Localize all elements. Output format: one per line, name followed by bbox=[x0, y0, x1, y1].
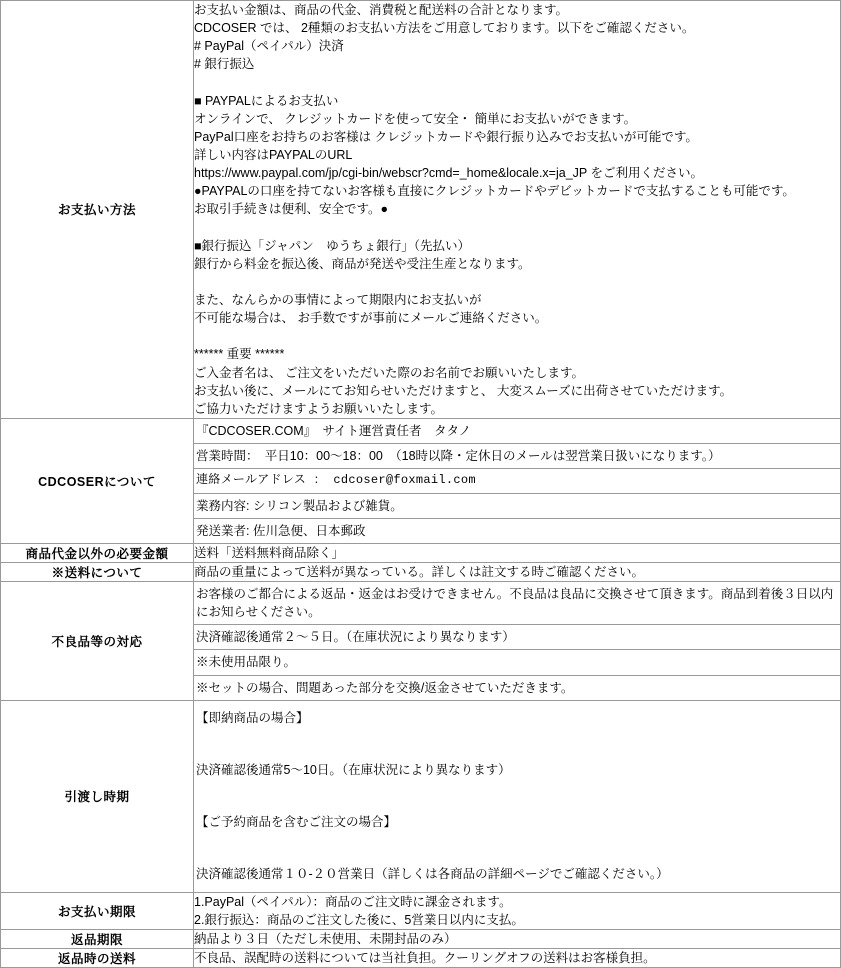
text-line: 納品より３日（ただし未使用、未開封品のみ） bbox=[194, 931, 457, 946]
table-row bbox=[1, 543, 841, 562]
delivery-line-instock-header: 【即納商品の場合】 bbox=[196, 710, 309, 725]
row-label-payment-method: お支払い方法 bbox=[1, 1, 194, 419]
text-line: # PayPal（ペイパル）決済 bbox=[194, 39, 344, 54]
table-row bbox=[1, 1, 841, 419]
defective-line-return-policy: お客様のご都合による返品・返金はお受けできません。不良品は良品に交換させて頂きます。商品到着後３日以内にお知らせください。 bbox=[194, 582, 840, 625]
about-line-shipper: 発送業者: 佐川急便、日本郵政 bbox=[196, 523, 366, 538]
row-label-extra-fees: 商品代金以外の必要金額 bbox=[1, 543, 194, 562]
about-line-manager: 『CDCOSER.COM』 サイト運営責任者 タタノ bbox=[194, 419, 840, 444]
spacer bbox=[194, 74, 840, 92]
text-line: ■ PAYPALによるお支払い bbox=[194, 93, 339, 108]
table-row bbox=[1, 700, 841, 892]
table-row bbox=[1, 562, 841, 581]
paypal-url-line: https://www.paypal.com/jp/cgi-bin/webscr?cmd=_home&locale.x=ja_JP をご利用ください。 bbox=[194, 166, 703, 181]
table-row bbox=[1, 418, 841, 543]
spacer bbox=[194, 327, 840, 345]
text-line: 不可能な場合は、 お手数ですが事前にメールご連絡ください。 bbox=[194, 311, 548, 326]
spacer bbox=[194, 219, 840, 237]
text-line: 2.銀行振込：商品のご注文した後に、5営業日以内に支払。 bbox=[194, 912, 524, 927]
payment-method-lines bbox=[194, 1, 840, 418]
text-line: また、なんらかの事情によって期限内にお支払いが bbox=[194, 293, 482, 307]
text-line: PayPal口座をお持ちのお客様は クレジットカードや銀行振り込みでお支払いが可能です。 bbox=[194, 129, 698, 144]
about-line-email: 連絡メールアドレス ： cdcoser@foxmail.com bbox=[194, 469, 840, 493]
text-line: ご入金者名は、 ご注文をいただいた際のお名前でお願いいたします。 bbox=[194, 365, 584, 380]
table-row bbox=[1, 929, 841, 948]
row-label-payment-deadline: お支払い期限 bbox=[1, 892, 194, 929]
row-label-return-deadline: 返品期限 bbox=[1, 929, 194, 948]
row-value-payment-method bbox=[194, 1, 841, 419]
text-line: お支払い後に、メールにてお知らせいただけますと、 大変スムーズに出荷させていただけます。 bbox=[194, 383, 733, 398]
text-line: 銀行から料金を振込後、商品が発送や受注生産となります。 bbox=[194, 256, 531, 271]
text-line: オンラインで、 クレジットカードを使って安全・ 簡単にお支払いができます。 bbox=[194, 111, 637, 126]
text-line: ■銀行振込「ジャパン ゆうちょ銀行」（先払い） bbox=[194, 238, 471, 253]
row-label-defective-handling: 不良品等の対応 bbox=[1, 582, 194, 701]
table-row bbox=[1, 582, 841, 701]
delivery-line-instock-days: 決済確認後通常5～10日。（在庫状況により異なります） bbox=[196, 762, 511, 777]
text-line: 1.PayPal（ペイパル）：商品のご注文時に課金されます。 bbox=[194, 894, 512, 909]
row-value-return-shipping bbox=[194, 948, 841, 967]
spacer bbox=[194, 273, 840, 291]
about-line-hours: 営業時間： 平日10：00～18：00 （18時以降・定休日のメールは翌営業日扱いになります。） bbox=[194, 444, 840, 469]
table-row bbox=[1, 948, 841, 967]
text-line: ご協力いただけますようお願いいたします。 bbox=[194, 401, 444, 416]
text-line: ****** 重要 ****** bbox=[194, 347, 285, 362]
text-line: 商品の重量によって送料が異なっている。詳しくは註文する時ご確認ください。 bbox=[194, 564, 645, 579]
spacer bbox=[194, 835, 840, 861]
row-label-delivery-time: 引渡し時期 bbox=[1, 700, 194, 892]
row-value-return-deadline bbox=[194, 929, 841, 948]
text-line: ●PAYPALの口座を持てないお客様も直接にクレジットカードやデビットカードで支払することも可能です。 bbox=[194, 184, 795, 199]
text-line: # 銀行振込 bbox=[194, 57, 255, 72]
row-value-shipping-note bbox=[194, 562, 841, 581]
text-line: 送料「送料無料商品除く」 bbox=[194, 545, 345, 560]
about-line-business: 業務内容: シリコン製品および雑貨。 bbox=[194, 494, 840, 519]
row-value-about-cdcoser bbox=[194, 418, 841, 543]
defective-line-processing-days: 決済確認後通常２～５日。（在庫状況により異なります） bbox=[194, 625, 840, 650]
defective-line-set-items: ※セットの場合、問題あった部分を交換/返金させていただきます。 bbox=[196, 680, 574, 695]
text-line: 詳しい内容はPAYPALのURL bbox=[194, 148, 353, 162]
spacer bbox=[194, 783, 840, 809]
row-label-return-shipping: 返品時の送料 bbox=[1, 948, 194, 967]
delivery-line-preorder-days: 決済確認後通常１０-２０営業日（詳しくは各商品の詳細ページでご確認ください。） bbox=[196, 867, 669, 882]
text-line: CDCOSER では、 2種類のお支払い方法をご用意しております。以下をご確認ください。 bbox=[194, 21, 695, 36]
text-line: 不良品、誤配時の送料については当社負担。クーリングオフの送料はお客様負担。 bbox=[194, 950, 656, 965]
table-row bbox=[1, 892, 841, 929]
text-line: お支払い金額は、商品の代金、消費税と配送料の合計となります。 bbox=[194, 3, 569, 17]
delivery-line-preorder-header: 【ご予約商品を含むご注文の場合】 bbox=[196, 815, 397, 830]
spacer bbox=[194, 731, 840, 757]
text-line: お取引手続きは便利、安全です。● bbox=[194, 202, 389, 217]
row-value-defective-handling bbox=[194, 582, 841, 701]
row-label-shipping-note: ※送料について bbox=[1, 562, 194, 581]
defective-line-unused-only: ※未使用品限り。 bbox=[194, 650, 840, 675]
row-label-about-cdcoser: CDCOSERについて bbox=[1, 418, 194, 543]
row-value-payment-deadline bbox=[194, 892, 841, 929]
row-value-delivery-time bbox=[194, 700, 841, 892]
row-value-extra-fees bbox=[194, 543, 841, 562]
